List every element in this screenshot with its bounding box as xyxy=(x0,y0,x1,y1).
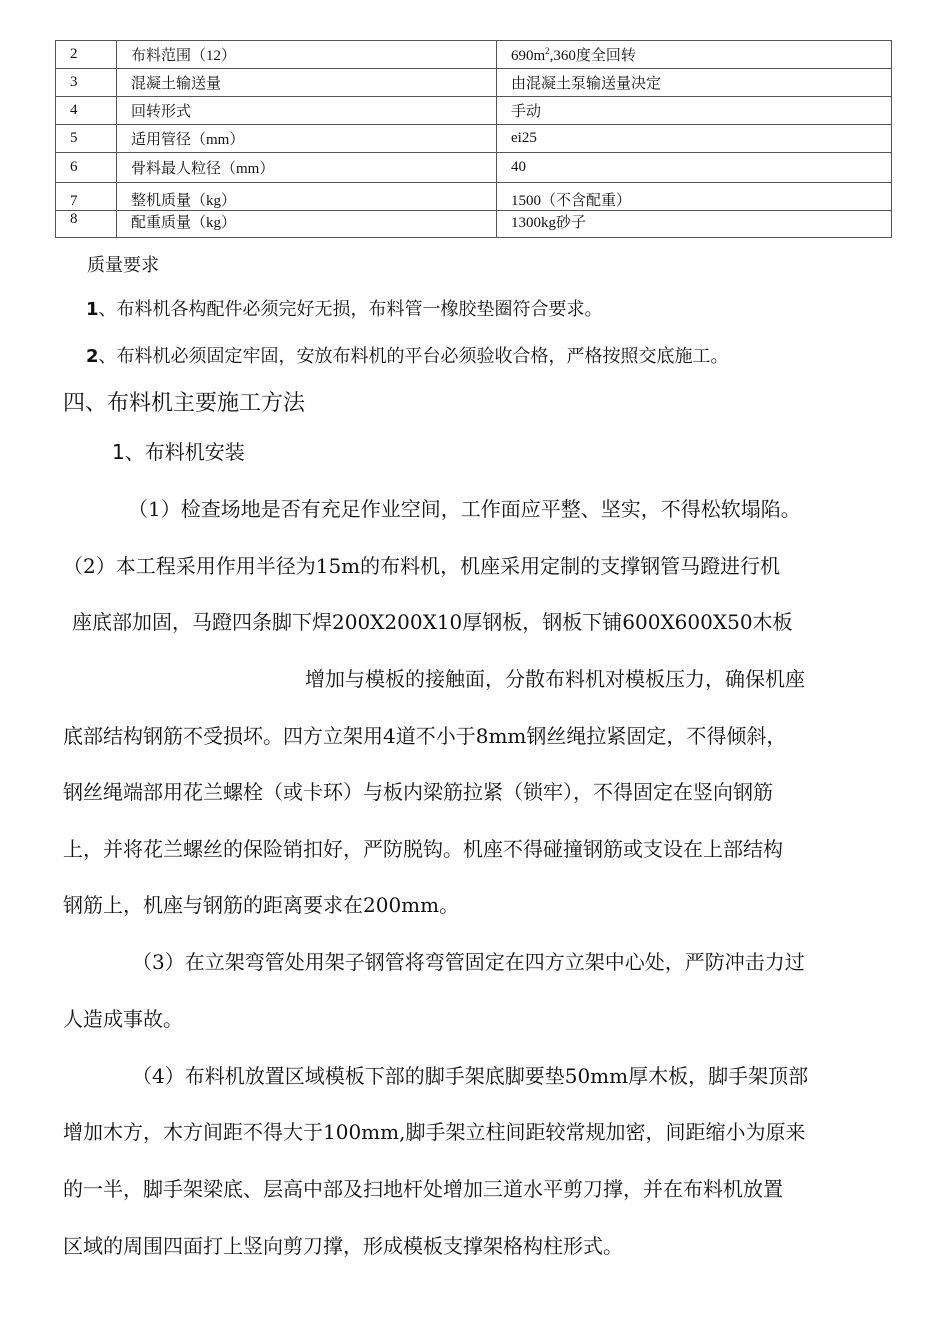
quality-item-1 xyxy=(86,295,603,321)
spec-row-number: 6 xyxy=(56,153,117,183)
spec-row-number: 3 xyxy=(56,69,117,97)
quality-item-1-num: 1 xyxy=(86,299,99,320)
spec-table-body xyxy=(56,41,892,238)
spec-value-text: 40 xyxy=(511,159,526,175)
quality-item-2-text: 、布料机必须固定牢固，安放布料机的平台必须验收合格，严格按照交底施工。 xyxy=(98,346,729,367)
spec-row-item: 适用管径（mm） xyxy=(117,125,497,153)
paragraph-line: 增加木方，木方间距不得大于100mm,脚手架立柱间距较常规加密，间距缩小为原来 xyxy=(63,1120,806,1144)
paragraph-line: （4）布料机放置区域模板下部的脚手架底脚要垫50mm厚木板，脚手架顶部 xyxy=(132,1064,809,1088)
paragraph-line: 增加与模板的接触面，分散布料机对模板压力，确保机座 xyxy=(305,667,805,691)
paragraph-line: 座底部加固，马蹬四条脚下焊200X200X10厚钢板，钢板下铺600X600X50木板 xyxy=(72,610,793,634)
paragraph-line: （3）在立架弯管处用架子钢管将弯管固定在四方立架中心处，严防冲击力过 xyxy=(132,950,805,974)
spec-row xyxy=(56,41,892,69)
paragraph-line: 底部结构钢筋不受损坏。四方立架用4道不小于8mm钢丝绳拉紧固定，不得倾斜， xyxy=(63,724,787,748)
quality-item-1-text: 、布料机各构配件必须完好无损，布料管一橡胶垫圈符合要求。 xyxy=(98,299,603,320)
spec-row-number: 5 xyxy=(56,125,117,153)
spec-row xyxy=(56,153,892,183)
paragraph-line: 区域的周围四面打上竖向剪刀撑，形成模板支撑架格构柱形式。 xyxy=(63,1234,623,1258)
spec-row-value xyxy=(497,41,892,69)
paragraph-line: （2）本工程采用作用半径为15m的布料机，机座采用定制的支撑钢管马蹬进行机 xyxy=(63,554,781,578)
spec-value-superscript: 2 xyxy=(545,46,550,56)
paragraph-line: 人造成事故。 xyxy=(63,1007,183,1031)
spec-row-item: 布料范围（12） xyxy=(117,41,497,69)
spec-value-suffix: ,360度全回转 xyxy=(549,48,636,64)
spec-table xyxy=(55,40,892,238)
spec-value-text: 1300kg砂子 xyxy=(511,215,587,231)
spec-row-number: 8 xyxy=(56,211,117,238)
spec-row xyxy=(56,69,892,97)
spec-row-value xyxy=(497,125,892,153)
spec-value-text: 手动 xyxy=(511,104,542,120)
spec-row xyxy=(56,211,892,238)
spec-value-text: 1500（不含配重） xyxy=(511,193,632,209)
spec-row-value xyxy=(497,211,892,238)
spec-row-item: 整机质量（kg） xyxy=(117,183,497,211)
spec-row-item: 骨料最人粒径（mm） xyxy=(117,153,497,183)
paragraph-line: 上，并将花兰螺丝的保险销扣好，严防脱钩。机座不得碰撞钢筋或支设在上部结构 xyxy=(63,837,783,861)
quality-item-2 xyxy=(86,342,729,368)
section-4-subtitle-install: 1、布料机安装 xyxy=(112,440,245,464)
paragraph-line: （1）检查场地是否有充足作业空间，工作面应平整、坚实，不得松软塌陷。 xyxy=(128,497,801,521)
spec-row-number: 7 xyxy=(56,183,117,211)
spec-row-value xyxy=(497,183,892,211)
quality-heading: 质量要求 xyxy=(87,255,159,276)
spec-row-value xyxy=(497,153,892,183)
spec-row xyxy=(56,183,892,211)
spec-row-number: 4 xyxy=(56,97,117,125)
spec-value-text: 690m xyxy=(511,48,546,64)
spec-value-text: 由混凝土泵输送量决定 xyxy=(511,76,662,92)
paragraph-line: 钢筋上，机座与钢筋的距离要求在200mm。 xyxy=(63,893,460,917)
spec-row xyxy=(56,125,892,153)
spec-row-number: 2 xyxy=(56,41,117,69)
spec-row-value xyxy=(497,97,892,125)
paragraph-line: 的一半，脚手架梁底、层高中部及扫地杆处增加三道水平剪刀撑，并在布料机放置 xyxy=(63,1177,783,1201)
spec-row xyxy=(56,97,892,125)
paragraph-line: 钢丝绳端部用花兰螺栓（或卡环）与板内梁筋拉紧（锁牢），不得固定在竖向钢筋 xyxy=(63,780,773,804)
spec-row-item: 回转形式 xyxy=(117,97,497,125)
spec-row-item: 混凝土输送量 xyxy=(117,69,497,97)
spec-row-item: 配重质量（kg） xyxy=(117,211,497,238)
spec-row-value xyxy=(497,69,892,97)
section-4-title: 四、布料机主要施工方法 xyxy=(63,391,306,416)
spec-value-text: ei25 xyxy=(511,130,537,146)
quality-item-2-num: 2 xyxy=(86,346,99,367)
